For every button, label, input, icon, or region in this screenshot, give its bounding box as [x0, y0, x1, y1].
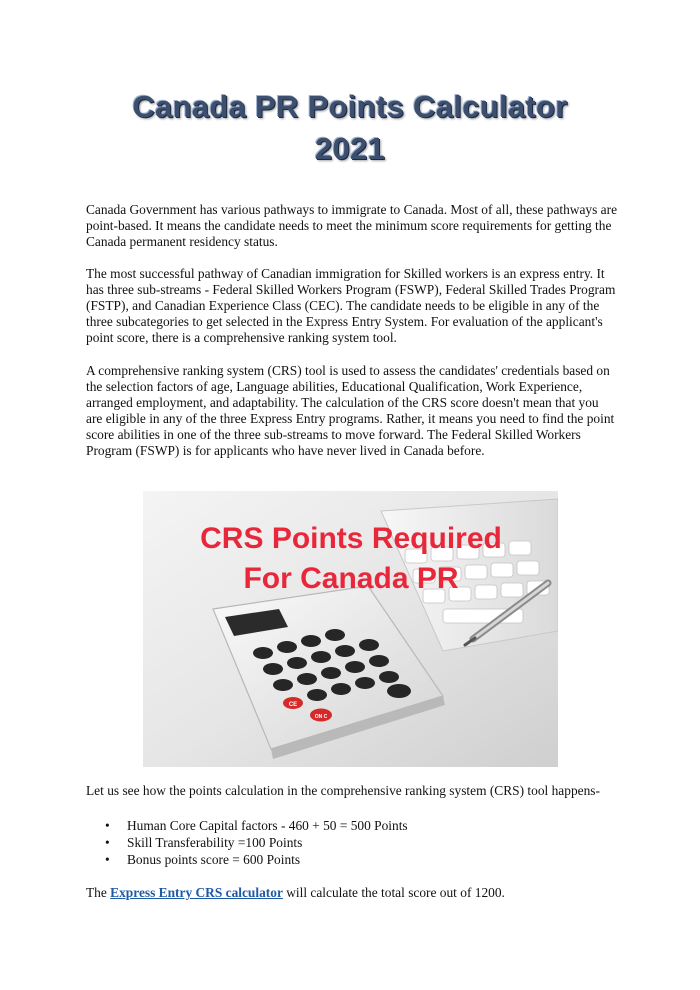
- express-entry-crs-calculator-link[interactable]: Express Entry CRS calculator: [110, 885, 283, 900]
- ce-key-label: CE: [288, 702, 298, 708]
- closing-prefix: The: [86, 885, 111, 900]
- list-item: • Human Core Capital factors - 460 + 50 = 500 Points: [105, 818, 408, 833]
- calculator-hero-image: [143, 491, 558, 767]
- list-item: • Skill Transferability =100 Points: [105, 834, 303, 850]
- page-title: Canada PR Points Calculator: [132, 89, 568, 124]
- list-item: • Bonus points score = 600 Points: [105, 851, 301, 867]
- closing-paragraph: [86, 885, 618, 901]
- bullet-icon: •: [105, 818, 110, 833]
- closing-suffix: will calculate the total score out of 1200.: [282, 885, 505, 900]
- onc-key-label: ON C: [314, 714, 328, 720]
- page-title-year: 2021: [314, 131, 386, 166]
- crs-paragraph: A comprehensive ranking system (CRS) tool is used to assess the candidates' credentials based on the selection factors of age, Language abilities, Educational Qualification, Work Experience, arranged employment, and adaptability. The calculation of the CRS score doesn't mean that you are eligible in any of the three Express Entry programs. Rather, it means you need to find the point score abilities in one of the three sub-streams to move forward. The Federal Skilled Workers Program (FSWP) is for applicants who have never lived in Canada before.: [86, 363, 615, 459]
- calc-intro-paragraph: Let us see how the points calculation in the comprehensive ranking system (CRS) tool happens-: [86, 783, 600, 798]
- express-entry-paragraph: The most successful pathway of Canadian immigration for Skilled workers is an express entry. It has three sub-streams - Federal Skilled Workers Program (FSWP), Federal Skilled Trades Program (FSTP), and Canadian Experience Class (CEC). The candidate needs to be eligible in any of the three subcategories to get selected in the Express Entry System. For evaluation of the applicant's point score, there is a comprehensive ranking system tool.: [86, 266, 616, 346]
- bullet-icon: •: [105, 851, 110, 867]
- hero-caption-line1: CRS Points Required: [200, 522, 502, 555]
- points-list: [86, 818, 606, 869]
- calculator-illustration: [143, 491, 558, 767]
- intro-paragraph: Canada Government has various pathways to immigrate to Canada. Most of all, these pathways are point-based. It means the candidate needs to meet the minimum score requirements for getting the Canada permanent residency status.: [86, 202, 618, 250]
- bullet-icon: •: [105, 834, 110, 850]
- hero-caption-line2: For Canada PR: [243, 562, 459, 595]
